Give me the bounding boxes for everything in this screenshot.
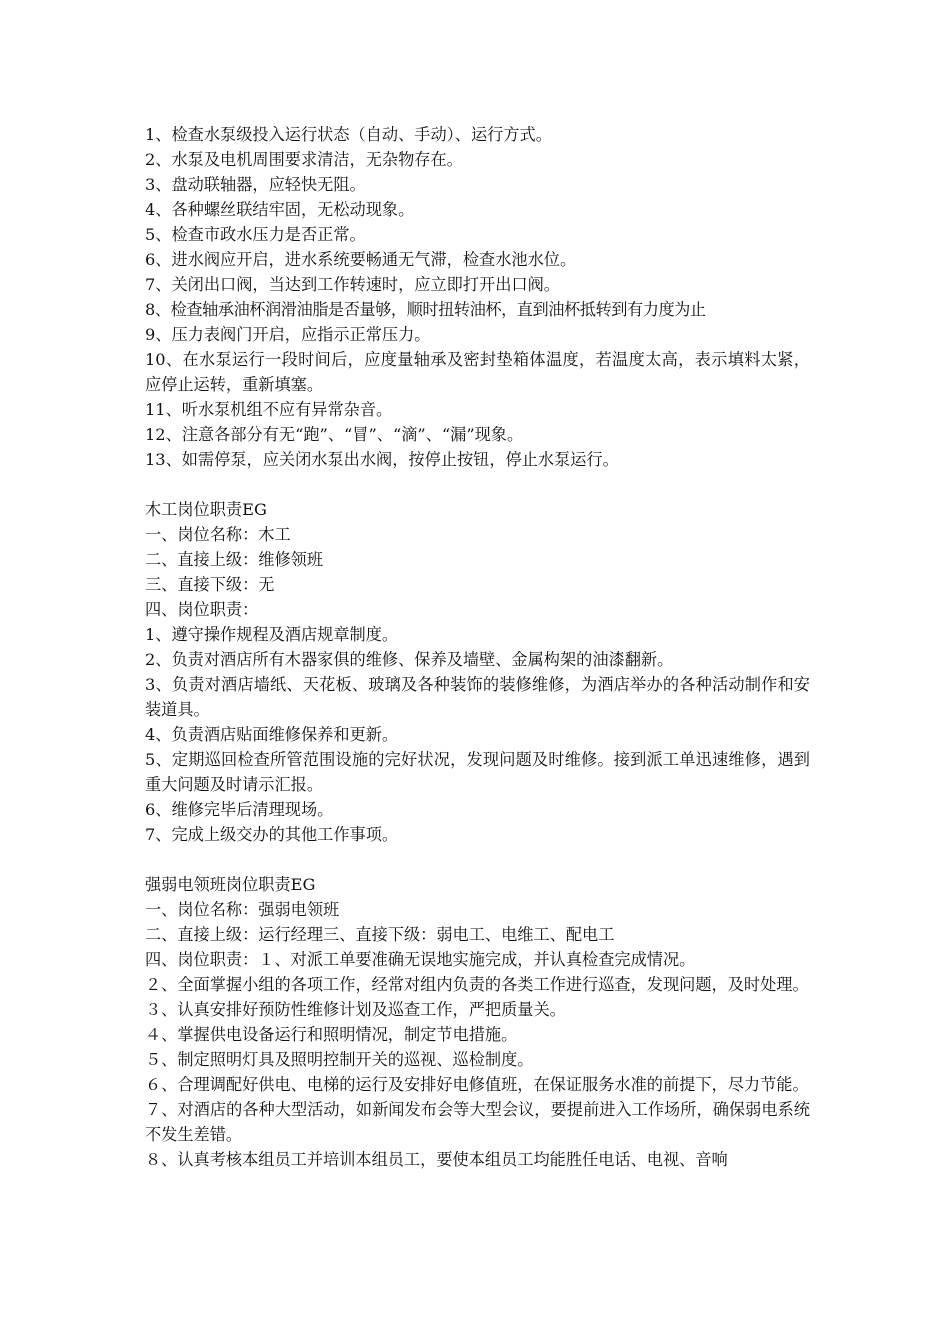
document-page [145, 122, 810, 1172]
list-item: 5、定期巡回检查所管范围设施的完好状况，发现问题及时维修。接到派工单迅速维修，遇到重大问题及时请示汇报。 [145, 750, 810, 794]
list-item: 4、各种螺丝联结牢固，无松动现象。 [145, 200, 415, 219]
list-item: ７、对酒店的各种大型活动，如新闻发布会等大型会议，要提前进入工作场所，确保弱电系统不发生差错。 [145, 1100, 810, 1144]
list-item: 2、水泵及电机周围要求清洁，无杂物存在。 [145, 150, 463, 169]
list-item: ４、掌握供电设备运行和照明情况，制定节电措施。 [145, 1025, 518, 1044]
list-item: 四、岗位职责： [145, 600, 259, 619]
list-item: 三、直接下级：无 [145, 575, 275, 594]
list-item: 4、负责酒店贴面维修保养和更新。 [145, 725, 399, 744]
list-item: 一、岗位名称：强弱电领班 [145, 900, 340, 919]
list-item: 7、关闭出口阀，当达到工作转速时，应立即打开出口阀。 [145, 275, 560, 294]
list-item: 一、岗位名称：木工 [145, 525, 291, 544]
section-title: 木工岗位职责EG [145, 500, 267, 519]
pump-checklist [145, 122, 810, 472]
list-item: 1、遵守操作规程及酒店规章制度。 [145, 625, 399, 644]
list-item: 5、检查市政水压力是否正常。 [145, 225, 366, 244]
list-item: ６、合理调配好供电、电梯的运行及安排好电修值班，在保证服务水准的前提下，尽力节能。 [145, 1075, 809, 1094]
list-item: 9、压力表阀门开启，应指示正常压力。 [145, 325, 431, 344]
list-item: ２、全面掌握小组的各项工作，经常对组内负责的各类工作进行巡查，发现问题，及时处理。 [145, 975, 809, 994]
list-item: ５、制定照明灯具及照明控制开关的巡视、巡检制度。 [145, 1050, 534, 1069]
list-item: 1、检查水泵级投入运行状态（自动、手动）、运行方式。 [145, 125, 552, 144]
section-title: 强弱电领班岗位职责EG [145, 875, 316, 894]
list-item: 四、岗位职责：１、对派工单要准确无误地实施完成，并认真检查完成情况。 [145, 950, 696, 969]
list-item: 12、注意各部分有无“跑”、“冒”、“滴”、“漏”现象。 [145, 425, 524, 444]
list-item: 13、如需停泵，应关闭水泵出水阀，按停止按钮，停止水泵运行。 [145, 450, 619, 469]
list-item: 7、完成上级交办的其他工作事项。 [145, 825, 399, 844]
list-item: 3、负责对酒店墙纸、天花板、玻璃及各种装饰的装修维修，为酒店举办的各种活动制作和安装道具。 [145, 675, 810, 719]
list-item: 6、进水阀应开启，进水系统要畅通无气滞，检查水池水位。 [145, 250, 577, 269]
list-item: 6、维修完毕后清理现场。 [145, 800, 334, 819]
list-item: 10、在水泵运行一段时间后，应度量轴承及密封垫箱体温度，若温度太高，表示填料太紧，应停止运转，重新填塞。 [145, 350, 810, 394]
list-item: 3、盘动联轴器，应轻快无阻。 [145, 175, 366, 194]
list-item: ８、认真考核本组员工并培训本组员工，要使本组员工均能胜任电话、电视、音响 [145, 1150, 728, 1169]
list-item: 2、负责对酒店所有木器家俱的维修、保养及墙壁、金属构架的油漆翻新。 [145, 650, 674, 669]
list-item: 二、直接上级：维修领班 [145, 550, 324, 569]
section-gap [145, 472, 810, 497]
list-item: 8、检查轴承油杯润滑油脂是否量够，顺时扭转油杯，直到油杯抵转到有力度为止 [145, 300, 706, 319]
section-gap [145, 847, 810, 872]
list-item: ３、认真安排好预防性维修计划及巡查工作，严把质量关。 [145, 1000, 566, 1019]
list-item: 11、听水泵机组不应有异常杂音。 [145, 400, 393, 419]
carpenter-section [145, 497, 810, 847]
list-item: 二、直接上级：运行经理三、直接下级：弱电工、电维工、配电工 [145, 925, 615, 944]
electrical-lead-section [145, 872, 810, 1172]
